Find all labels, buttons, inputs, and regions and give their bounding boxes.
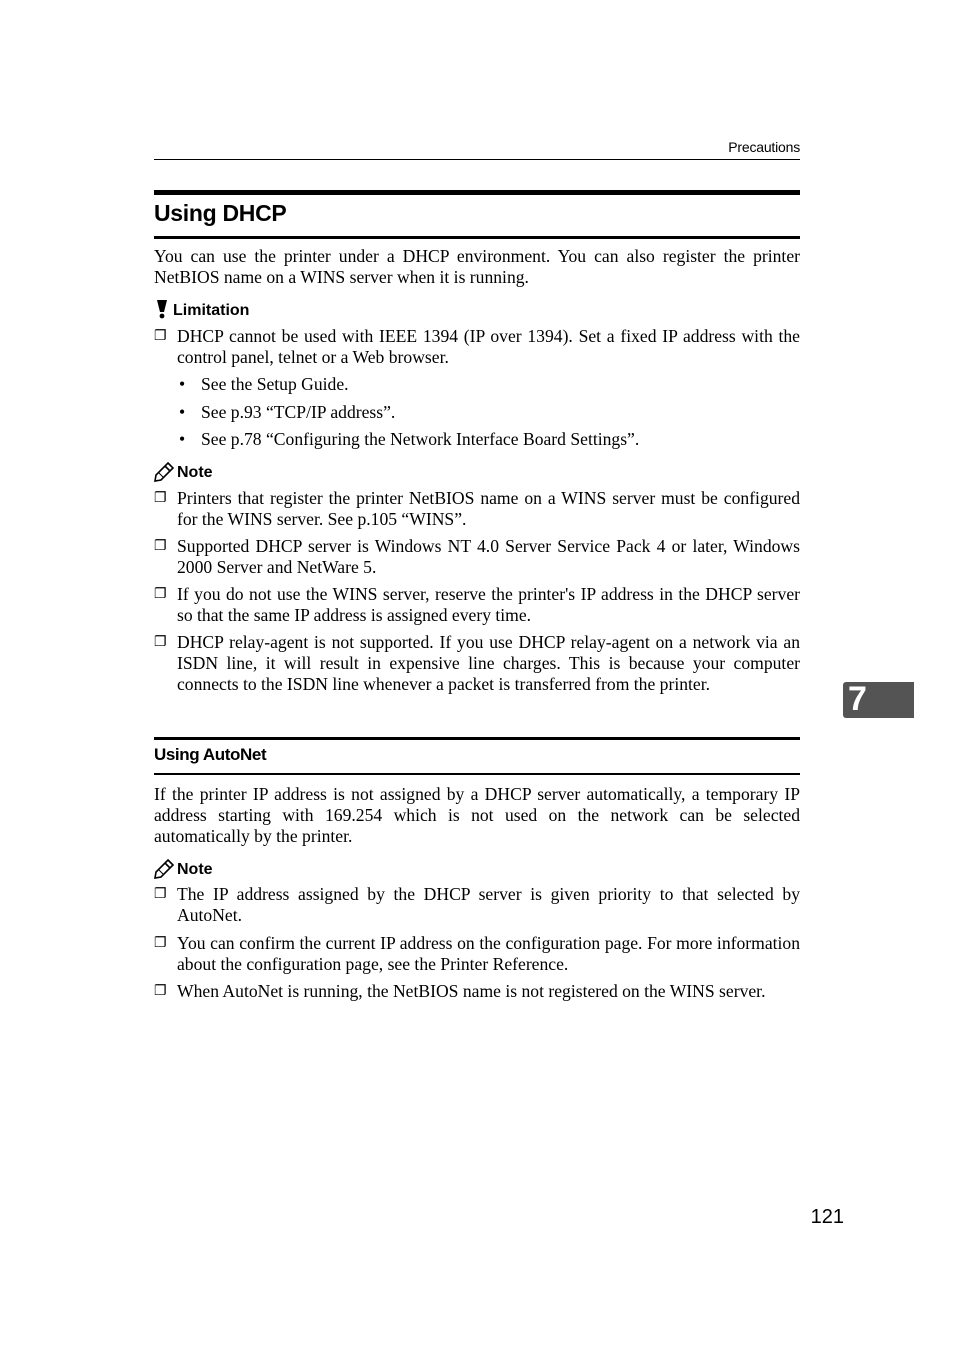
note-label: Note [177, 861, 213, 878]
bullet-glyph: • [179, 374, 186, 394]
pencil-icon [154, 859, 174, 879]
note-item-text: If you do not use the WINS server, reserve the printer's IP address in the DHCP server so that the same IP address is assigned every time. [177, 584, 800, 625]
note-item [154, 884, 800, 926]
checkbox-glyph: ❐ [154, 984, 167, 999]
subsection-title-underline [154, 773, 800, 775]
note-item-text: The IP address assigned by the DHCP server is given priority to that selected by AutoNet. [177, 884, 800, 925]
subsection-top-rule [154, 737, 800, 740]
subsection-intro: If the printer IP address is not assigned by a DHCP server automatically, a temporary IP address starting with 169.254 which is not used on the network can be selected automatically by the printer. [154, 784, 800, 846]
limitation-bullet [177, 429, 800, 450]
note-item [154, 981, 800, 1002]
page-number: 121 [810, 1206, 844, 1228]
note-item-text: Printers that register the printer NetBIOS name on a WINS server must be configured for the WINS server. See p.105 “WINS”. [177, 488, 800, 529]
checkbox-glyph: ❐ [154, 936, 167, 951]
checkbox-glyph: ❐ [154, 539, 167, 554]
note-item-text: You can confirm the current IP address on the configuration page. For more information about the configuration page, see the Printer Reference. [177, 933, 800, 974]
limitation-item-text: DHCP cannot be used with IEEE 1394 (IP over 1394). Set a fixed IP address with the control panel, telnet or a Web browser. [177, 326, 800, 367]
section-title: Using DHCP [154, 200, 287, 226]
subsection-title: Using AutoNet [154, 745, 267, 764]
limitation-bullet [177, 374, 800, 395]
limitation-bullet-text: See p.93 “TCP/IP address”. [201, 402, 396, 422]
note-item [154, 933, 800, 975]
section-title-underline [154, 236, 800, 239]
running-header: Precautions [728, 139, 800, 155]
section-intro: You can use the printer under a DHCP environment. You can also register the printer NetBIOS name on a WINS server when it is running. [154, 246, 800, 287]
limitation-item [154, 326, 800, 368]
bullet-glyph: • [179, 402, 186, 422]
chapter-number: 7 [848, 680, 867, 718]
limitation-icon [154, 300, 170, 320]
note-heading [154, 859, 213, 879]
checkbox-glyph: ❐ [154, 491, 167, 506]
note-item [154, 584, 800, 626]
limitation-label: Limitation [173, 302, 250, 319]
note-item-text: DHCP relay-agent is not supported. If you use DHCP relay-agent on a network via an ISDN line, it will result in expensive line charges. This is because your computer connects to the ISDN line whenever a packet is transferred from the printer. [177, 632, 800, 694]
note-heading [154, 462, 213, 482]
note-item [154, 488, 800, 530]
checkbox-glyph: ❐ [154, 329, 167, 344]
note-item [154, 536, 800, 578]
pencil-icon [154, 462, 174, 482]
note-label: Note [177, 464, 213, 481]
checkbox-glyph: ❐ [154, 635, 167, 650]
checkbox-glyph: ❐ [154, 887, 167, 902]
note-item [154, 632, 800, 695]
limitation-heading [154, 300, 249, 320]
limitation-bullet-text: See the Setup Guide. [201, 374, 349, 394]
checkbox-glyph: ❐ [154, 587, 167, 602]
section-top-rule [154, 190, 800, 195]
note-item-text: Supported DHCP server is Windows NT 4.0 Server Service Pack 4 or later, Windows 2000 Server and NetWare 5. [177, 536, 800, 577]
note-item-text: When AutoNet is running, the NetBIOS name is not registered on the WINS server. [177, 981, 766, 1001]
limitation-bullet-text: See p.78 “Configuring the Network Interface Board Settings”. [201, 429, 640, 449]
limitation-bullet [177, 402, 800, 423]
bullet-glyph: • [179, 429, 186, 449]
header-rule [154, 159, 800, 160]
chapter-tab [843, 682, 914, 718]
